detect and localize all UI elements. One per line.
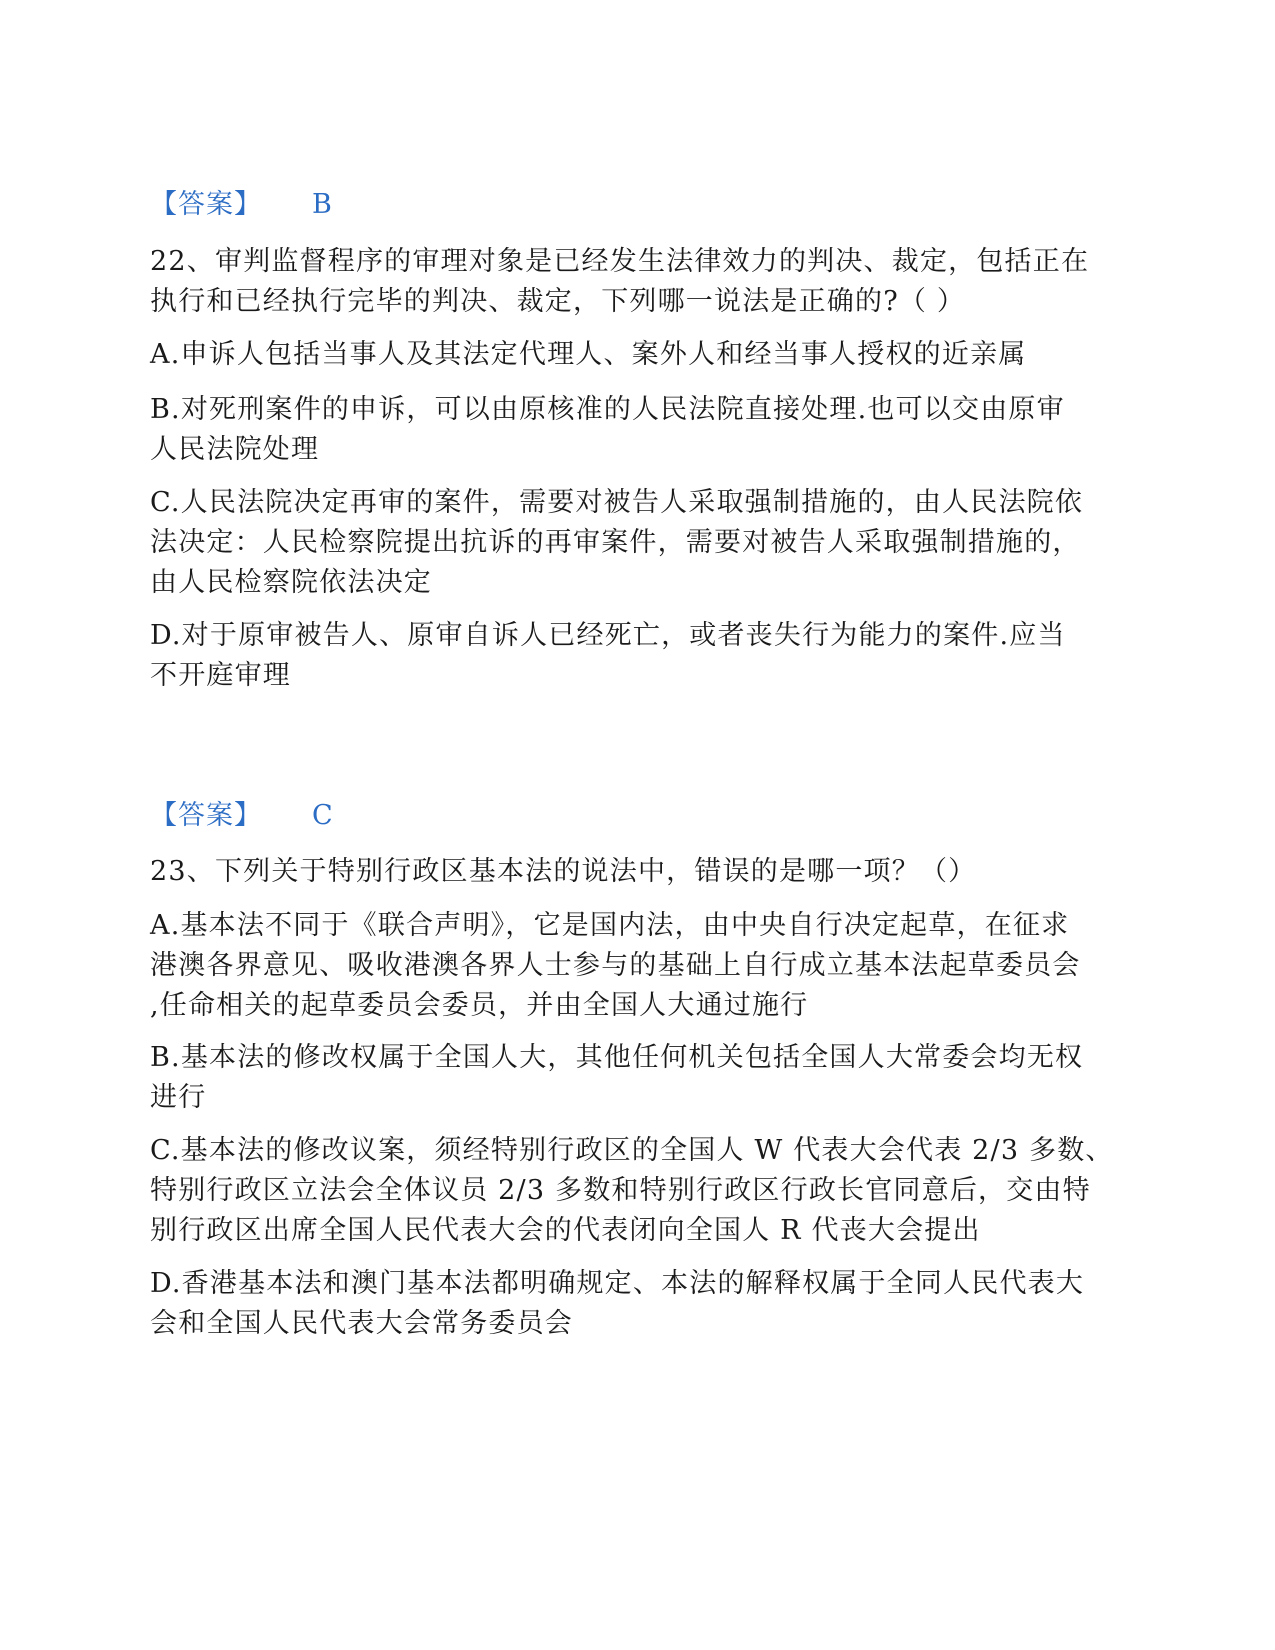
option-22-d bbox=[150, 616, 1120, 696]
option-line: 特别行政区立法会全体议员 2/3 多数和特别行政区行政长官同意后，交由特 bbox=[150, 1175, 1091, 1206]
question-line: 执行和已经执行完毕的判决、裁定，下列哪一说法是正确的?（ ） bbox=[150, 286, 966, 317]
answer-line-22 bbox=[150, 798, 333, 834]
option-line: A.基本法不同于《联合声明》，它是国内法，由中央自行决定起草，在征求 bbox=[150, 910, 1070, 941]
option-line: 进行 bbox=[150, 1082, 207, 1113]
question-line: 22、审判监督程序的审理对象是已经发生法律效力的判决、裁定，包括正在 bbox=[150, 246, 1090, 277]
question-23-text bbox=[150, 852, 1120, 892]
option-line: 法决定：人民检察院提出抗诉的再审案件，需要对被告人采取强制措施的， bbox=[150, 527, 1081, 558]
answer-label: 【答案】 bbox=[150, 189, 262, 220]
question-22-text bbox=[150, 242, 1120, 322]
option-22-c bbox=[150, 483, 1120, 603]
option-line: B.基本法的修改权属于全国人大，其他任何机关包括全国人大常委会均无权 bbox=[150, 1042, 1084, 1073]
option-line: C.人民法院决定再审的案件，需要对被告人采取强制措施的，由人民法院依 bbox=[150, 487, 1084, 518]
answer-value: B bbox=[312, 189, 332, 220]
option-line: A.申诉人包括当事人及其法定代理人、案外人和经当事人授权的近亲属 bbox=[150, 339, 1027, 370]
option-23-c bbox=[150, 1131, 1120, 1251]
option-line: 不开庭审理 bbox=[150, 660, 291, 691]
option-line: 港澳各界意见、吸收港澳各界人士参与的基础上自行成立基本法起草委员会 bbox=[150, 950, 1081, 981]
question-line: 23、下列关于特别行政区基本法的说法中，错误的是哪一项？（） bbox=[150, 856, 977, 887]
option-22-a bbox=[150, 335, 1120, 375]
option-line: 别行政区出席全国人民代表大会的代表闭向全国人 R 代丧大会提出 bbox=[150, 1215, 981, 1246]
option-23-a bbox=[150, 906, 1120, 1026]
answer-value: C bbox=[312, 800, 333, 831]
option-23-b bbox=[150, 1038, 1120, 1118]
option-23-d bbox=[150, 1264, 1120, 1344]
answer-label: 【答案】 bbox=[150, 800, 262, 831]
option-line: D.对于原审被告人、原审自诉人已经死亡，或者丧失行为能力的案件.应当 bbox=[150, 620, 1066, 651]
option-line: B.对死刑案件的申诉，可以由原核准的人民法院直接处理.也可以交由原审 bbox=[150, 394, 1065, 425]
answer-line-21 bbox=[150, 187, 332, 223]
option-22-b bbox=[150, 390, 1120, 470]
option-line: 由人民检察院依法决定 bbox=[150, 567, 432, 598]
option-line: 人民法院处理 bbox=[150, 434, 320, 465]
option-line: D.香港基本法和澳门基本法都明确规定、本法的解释权属于全同人民代表大 bbox=[150, 1268, 1085, 1299]
option-line: ,任命相关的起草委员会委员，并由全国人大通过施行 bbox=[150, 990, 809, 1021]
option-line: C.基本法的修改议案，须经特别行政区的全国人 W 代表大会代表 2/3 多数、 bbox=[150, 1135, 1114, 1166]
option-line: 会和全国人民代表大会常务委员会 bbox=[150, 1308, 573, 1339]
